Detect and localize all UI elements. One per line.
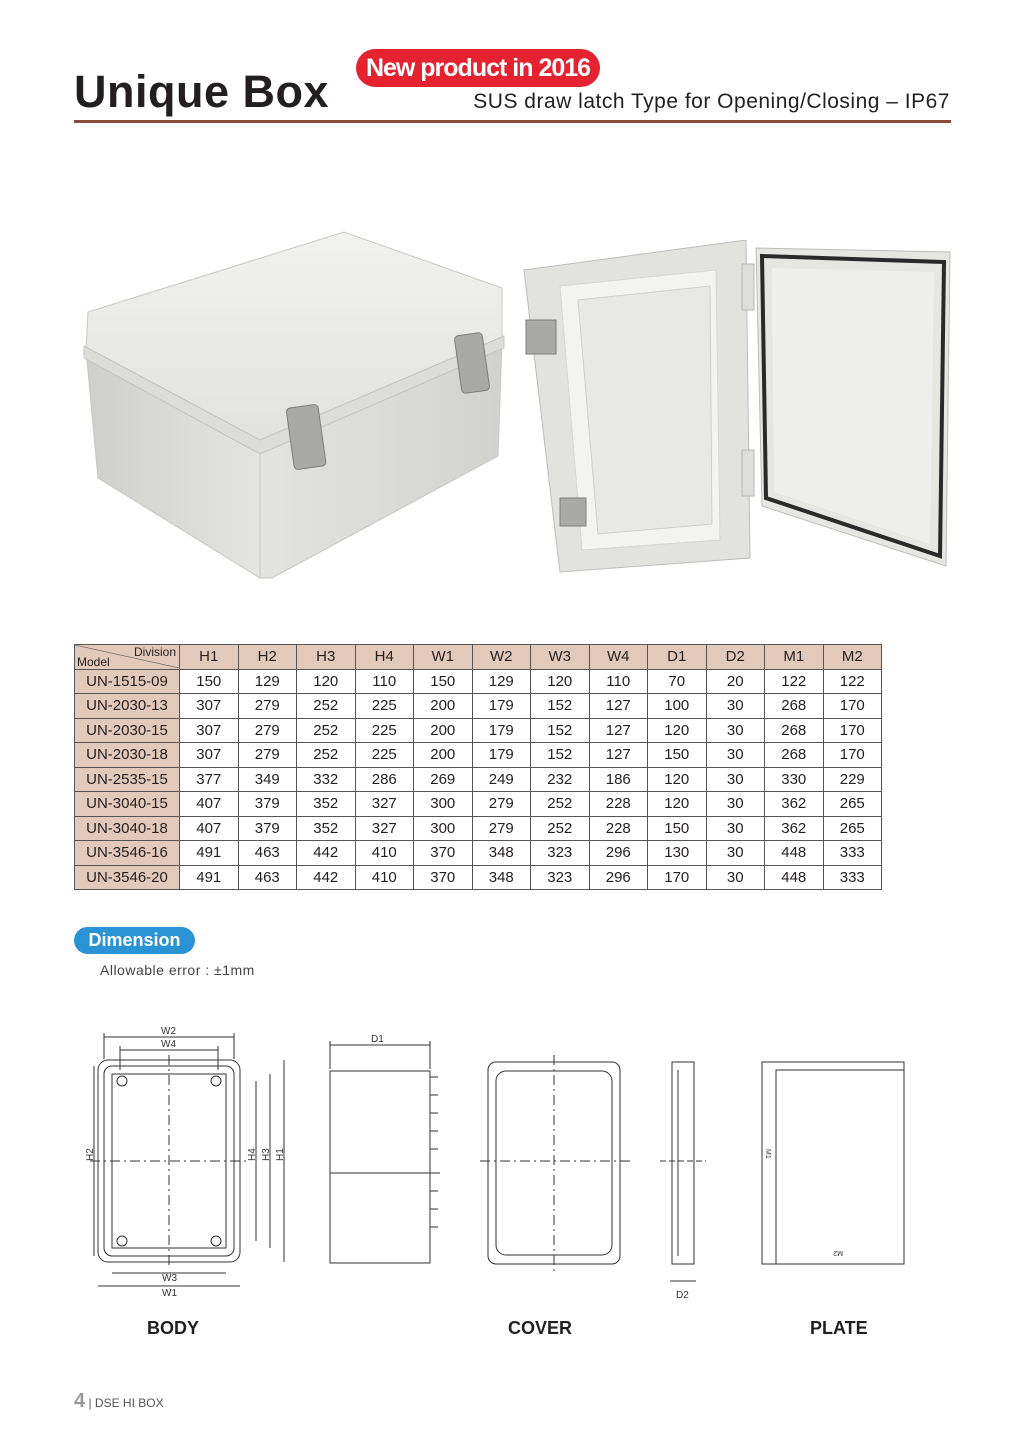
value-cell: 179 [472,743,531,768]
value-cell: 348 [472,865,531,890]
column-header-h3: H3 [297,645,356,670]
closed-box-photo [76,230,516,582]
column-header-w1: W1 [414,645,473,670]
value-cell: 150 [648,743,707,768]
value-cell: 122 [765,669,824,694]
value-cell: 127 [589,743,648,768]
value-cell: 348 [472,841,531,866]
value-cell: 352 [297,816,356,841]
label-h4: H4 [247,1148,258,1161]
value-cell: 463 [238,865,297,890]
model-cell: UN-2030-13 [75,694,180,719]
value-cell: 252 [297,743,356,768]
value-cell: 307 [180,743,239,768]
value-cell: 362 [765,816,824,841]
side-drawing [330,1041,440,1263]
label-h1: H1 [275,1148,286,1161]
value-cell: 30 [706,816,765,841]
value-cell: 268 [765,694,824,719]
value-cell: 252 [297,718,356,743]
column-header-w3: W3 [531,645,590,670]
new-product-badge: New product in 2016 [356,49,600,87]
corner-model-label: Model [77,655,110,670]
page-title: Unique Box [74,66,330,117]
page-subtitle: SUS draw latch Type for Opening/Closing – IP67 [473,90,950,113]
value-cell: 333 [823,841,882,866]
label-w2: W2 [161,1026,176,1037]
value-cell: 225 [355,694,414,719]
value-cell: 229 [823,767,882,792]
value-cell: 279 [238,743,297,768]
value-cell: 279 [238,718,297,743]
plate-drawing [762,1062,904,1264]
page-number: 4 [74,1390,86,1412]
table-row [75,841,882,866]
value-cell: 279 [238,694,297,719]
value-cell: 252 [531,792,590,817]
value-cell: 442 [297,841,356,866]
value-cell: 120 [531,669,590,694]
value-cell: 379 [238,792,297,817]
value-cell: 225 [355,718,414,743]
value-cell: 323 [531,865,590,890]
open-box-photo [520,240,960,580]
model-cell: UN-2535-15 [75,767,180,792]
table-row [75,792,882,817]
page-footer [74,1390,164,1413]
column-header-d1: D1 [648,645,707,670]
column-header-h4: H4 [355,645,414,670]
value-cell: 300 [414,792,473,817]
value-cell: 200 [414,694,473,719]
value-cell: 252 [531,816,590,841]
value-cell: 407 [180,816,239,841]
value-cell: 352 [297,792,356,817]
column-header-h2: H2 [238,645,297,670]
label-w1: W1 [162,1288,177,1299]
value-cell: 179 [472,718,531,743]
value-cell: 127 [589,718,648,743]
value-cell: 170 [823,743,882,768]
value-cell: 100 [648,694,707,719]
label-m1: M1 [764,1149,771,1159]
header-rule [74,120,951,123]
value-cell: 410 [355,841,414,866]
value-cell: 228 [589,816,648,841]
value-cell: 252 [297,694,356,719]
caption-cover: COVER [508,1318,573,1338]
table-row [75,718,882,743]
value-cell: 129 [472,669,531,694]
value-cell: 407 [180,792,239,817]
value-cell: 232 [531,767,590,792]
value-cell: 448 [765,841,824,866]
model-cell: UN-2030-15 [75,718,180,743]
value-cell: 491 [180,841,239,866]
value-cell: 110 [355,669,414,694]
label-h2: H2 [85,1148,96,1161]
value-cell: 410 [355,865,414,890]
value-cell: 279 [472,816,531,841]
value-cell: 30 [706,865,765,890]
value-cell: 296 [589,865,648,890]
value-cell: 349 [238,767,297,792]
value-cell: 279 [472,792,531,817]
table-row [75,767,882,792]
value-cell: 152 [531,718,590,743]
value-cell: 379 [238,816,297,841]
value-cell: 463 [238,841,297,866]
dimension-pill: Dimension [74,927,195,954]
footer-text: | DSE HI BOX [88,1396,164,1410]
spec-table [74,644,882,890]
label-w4: W4 [161,1039,176,1050]
value-cell: 179 [472,694,531,719]
value-cell: 265 [823,816,882,841]
value-cell: 286 [355,767,414,792]
column-header-w2: W2 [472,645,531,670]
value-cell: 370 [414,841,473,866]
value-cell: 333 [823,865,882,890]
value-cell: 120 [297,669,356,694]
label-h3: H3 [261,1148,272,1161]
value-cell: 120 [648,767,707,792]
value-cell: 362 [765,792,824,817]
value-cell: 327 [355,816,414,841]
label-d2: D2 [676,1290,689,1301]
cover-drawing [480,1055,706,1281]
value-cell: 491 [180,865,239,890]
tolerance-text: Allowable error : ±1mm [100,962,255,978]
value-cell: 20 [706,669,765,694]
table-row [75,743,882,768]
value-cell: 120 [648,792,707,817]
model-cell: UN-3040-18 [75,816,180,841]
model-cell: UN-3040-15 [75,792,180,817]
label-m2: M2 [833,1249,843,1256]
value-cell: 296 [589,841,648,866]
table-header-row [75,645,882,670]
value-cell: 200 [414,743,473,768]
value-cell: 268 [765,743,824,768]
value-cell: 170 [648,865,707,890]
value-cell: 120 [648,718,707,743]
table-row [75,816,882,841]
value-cell: 150 [180,669,239,694]
value-cell: 323 [531,841,590,866]
value-cell: 225 [355,743,414,768]
value-cell: 130 [648,841,707,866]
caption-plate: PLATE [810,1318,868,1338]
value-cell: 122 [823,669,882,694]
value-cell: 129 [238,669,297,694]
model-cell: UN-1515-09 [75,669,180,694]
value-cell: 30 [706,743,765,768]
value-cell: 152 [531,743,590,768]
label-w3: W3 [162,1273,177,1284]
value-cell: 307 [180,718,239,743]
value-cell: 170 [823,694,882,719]
table-row [75,694,882,719]
value-cell: 370 [414,865,473,890]
value-cell: 268 [765,718,824,743]
value-cell: 30 [706,694,765,719]
column-header-w4: W4 [589,645,648,670]
value-cell: 127 [589,694,648,719]
caption-body: BODY [147,1318,200,1338]
value-cell: 186 [589,767,648,792]
value-cell: 330 [765,767,824,792]
table-row [75,865,882,890]
value-cell: 30 [706,767,765,792]
model-cell: UN-2030-18 [75,743,180,768]
value-cell: 265 [823,792,882,817]
value-cell: 30 [706,841,765,866]
value-cell: 442 [297,865,356,890]
value-cell: 228 [589,792,648,817]
value-cell: 30 [706,718,765,743]
table-corner-cell [75,645,180,670]
value-cell: 448 [765,865,824,890]
value-cell: 307 [180,694,239,719]
value-cell: 150 [648,816,707,841]
value-cell: 300 [414,816,473,841]
table-row [75,669,882,694]
column-header-m2: M2 [823,645,882,670]
value-cell: 70 [648,669,707,694]
dimension-drawing [60,1015,940,1305]
column-header-d2: D2 [706,645,765,670]
column-header-m1: M1 [765,645,824,670]
model-cell: UN-3546-20 [75,865,180,890]
value-cell: 332 [297,767,356,792]
value-cell: 150 [414,669,473,694]
value-cell: 30 [706,792,765,817]
value-cell: 377 [180,767,239,792]
value-cell: 110 [589,669,648,694]
value-cell: 269 [414,767,473,792]
value-cell: 327 [355,792,414,817]
model-cell: UN-3546-16 [75,841,180,866]
value-cell: 249 [472,767,531,792]
value-cell: 200 [414,718,473,743]
label-d1: D1 [371,1034,384,1045]
corner-division-label: Division [133,645,176,660]
column-header-h1: H1 [180,645,239,670]
value-cell: 152 [531,694,590,719]
value-cell: 170 [823,718,882,743]
